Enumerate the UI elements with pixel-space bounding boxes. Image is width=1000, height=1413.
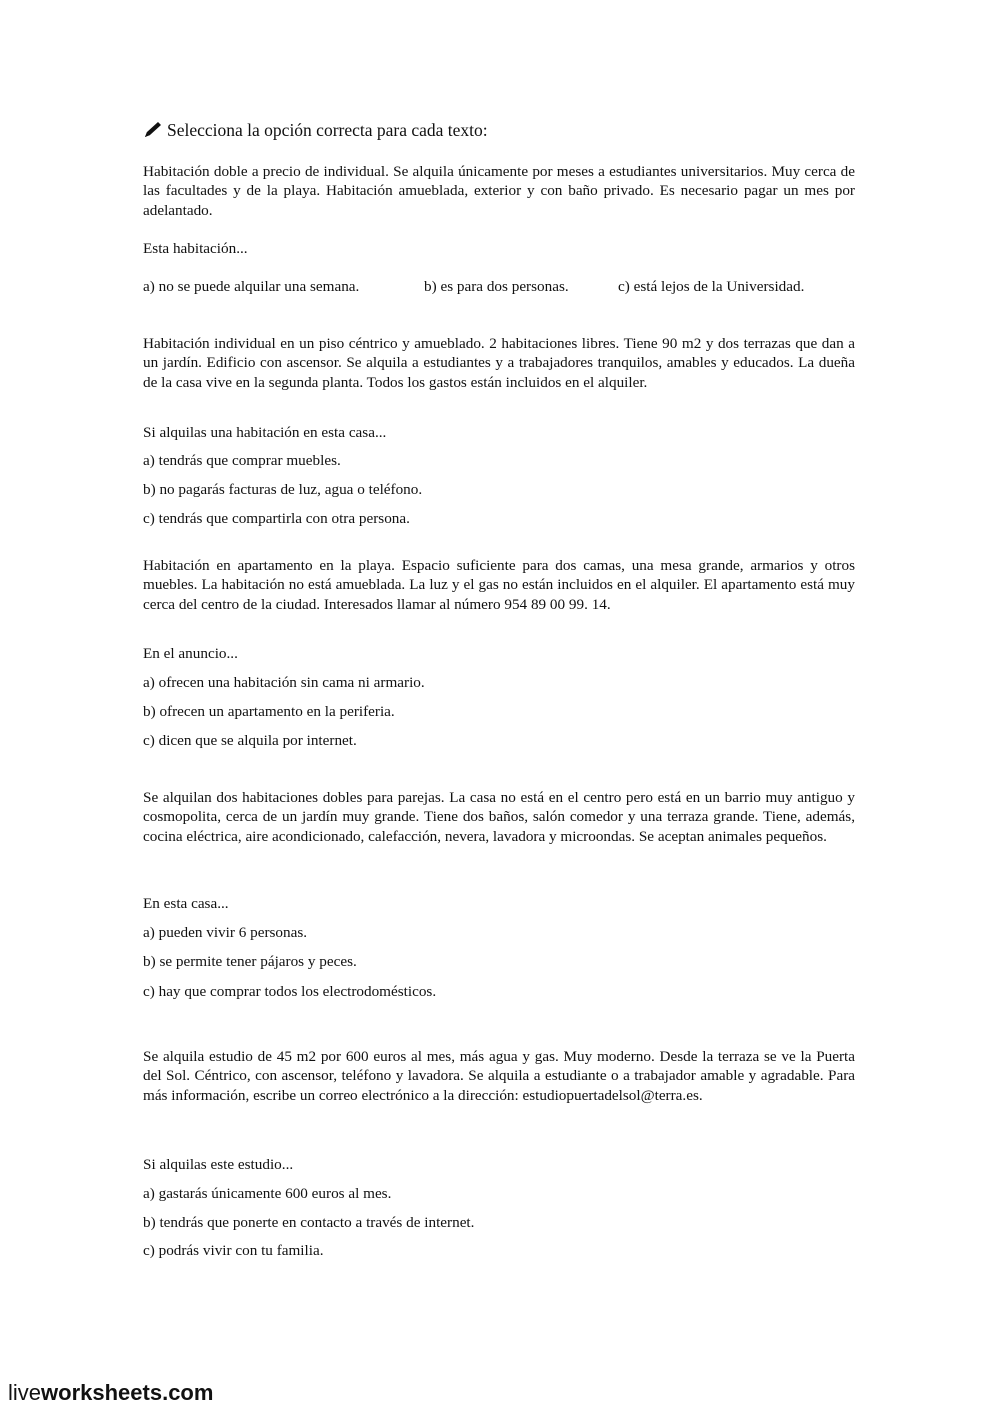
option-1b[interactable]: b) es para dos personas. bbox=[424, 278, 569, 295]
liveworksheets-logo[interactable] bbox=[8, 1379, 213, 1407]
ad-text-2: Habitación individual en un piso céntrico y amueblado. 2 habitaciones libres. Tiene 90 m2 y dos terrazas que dan a un jardín. Edificio con ascensor. Se alquila a estudiantes y a trabajadores tranquilos, amables y educados. La dueña de la casa vive en la segunda planta. Todos los gastos están incluidos en el alquiler. bbox=[143, 335, 855, 391]
question-1: Esta habitación... bbox=[143, 240, 248, 257]
instruction-text: Selecciona la opción correcta para cada texto: bbox=[167, 120, 488, 140]
option-5b[interactable]: b) tendrás que ponerte en contacto a través de internet. bbox=[143, 1214, 475, 1231]
question-5: Si alquilas este estudio... bbox=[143, 1156, 294, 1173]
logo-light-text: live bbox=[8, 1380, 42, 1405]
option-5a[interactable]: a) gastarás únicamente 600 euros al mes. bbox=[143, 1185, 392, 1202]
question-2: Si alquilas una habitación en esta casa... bbox=[143, 424, 387, 441]
ad-text-5: Se alquila estudio de 45 m2 por 600 euros al mes, más agua y gas. Muy moderno. Desde la terraza se ve la Puerta del Sol. Céntrico, con ascensor, teléfono y lavadora. Se alquila a estudiante o a trabajador amable y agradable. Para más información, escribe un correo electrónico a la dirección: estudiopuertadelsol@terra.es. bbox=[143, 1048, 855, 1104]
logo-bold-text: worksheets bbox=[41, 1380, 163, 1405]
option-2b[interactable]: b) no pagarás facturas de luz, agua o teléfono. bbox=[143, 481, 423, 498]
option-1c[interactable]: c) está lejos de la Universidad. bbox=[618, 278, 805, 295]
option-4a[interactable]: a) pueden vivir 6 personas. bbox=[143, 924, 308, 941]
option-4c[interactable]: c) hay que comprar todos los electrodomésticos. bbox=[143, 983, 437, 1000]
instruction-heading bbox=[143, 119, 488, 141]
pencil-icon bbox=[143, 121, 163, 139]
option-3c[interactable]: c) dicen que se alquila por internet. bbox=[143, 732, 357, 749]
logo-suffix-text: .com bbox=[162, 1380, 214, 1405]
option-2a[interactable]: a) tendrás que comprar muebles. bbox=[143, 452, 341, 469]
question-3: En el anuncio... bbox=[143, 645, 238, 662]
ad-text-4: Se alquilan dos habitaciones dobles para parejas. La casa no está en el centro pero está en un barrio muy antiguo y cosmopolita, cerca de un jardín muy grande. Tiene dos baños, salón comedor y una terraza grande. Tiene, además, cocina eléctrica, aire acondicionado, calefacción, nevera, lavadora y microondas. Se aceptan animales pequeños. bbox=[143, 789, 855, 845]
options-row-1 bbox=[143, 277, 804, 296]
option-2c[interactable]: c) tendrás que compartirla con otra persona. bbox=[143, 510, 410, 527]
option-3a[interactable]: a) ofrecen una habitación sin cama ni armario. bbox=[143, 674, 425, 691]
option-1a[interactable]: a) no se puede alquilar una semana. bbox=[143, 278, 360, 295]
ad-text-1: Habitación doble a precio de individual. Se alquila únicamente por meses a estudiantes universitarios. Muy cerca de las facultades y de la playa. Habitación amueblada, exterior y con baño privado. Es necesario pagar un mes por adelantado. bbox=[143, 163, 855, 219]
option-5c[interactable]: c) podrás vivir con tu familia. bbox=[143, 1242, 324, 1259]
option-4b[interactable]: b) se permite tener pájaros y peces. bbox=[143, 953, 357, 970]
option-3b[interactable]: b) ofrecen un apartamento en la periferia. bbox=[143, 703, 395, 720]
ad-text-3: Habitación en apartamento en la playa. Espacio suficiente para dos camas, una mesa grande, armarios y otros muebles. La habitación no está amueblada. La luz y el gas no están incluidos en el alquiler. El apartamento está muy cerca del centro de la ciudad. Interesados llamar al número 954 89 00 99. 14. bbox=[143, 557, 855, 613]
question-4: En esta casa... bbox=[143, 895, 229, 912]
